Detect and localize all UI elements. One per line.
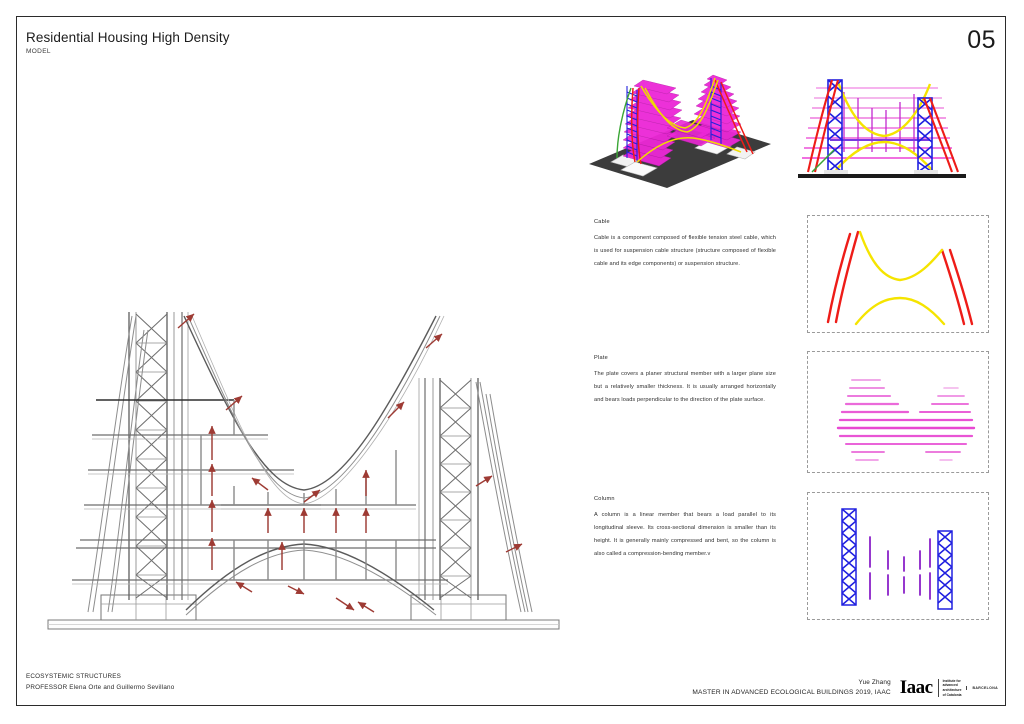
tagline-line-2: advanced bbox=[942, 683, 958, 688]
structural-elevation-color bbox=[788, 52, 976, 192]
main-elevation-drawing bbox=[36, 290, 571, 650]
ground-plane bbox=[48, 620, 559, 629]
page-title: Residential Housing High Density bbox=[26, 30, 230, 45]
plate-text-block bbox=[594, 355, 776, 407]
page-number: 05 bbox=[967, 26, 996, 54]
right-lattice bbox=[938, 531, 952, 609]
tagline-line-3: architecture bbox=[942, 687, 962, 692]
plate-heading: Plate bbox=[594, 355, 608, 361]
interior-columns bbox=[870, 537, 930, 599]
cable-heading: Cable bbox=[594, 219, 610, 225]
column-body: A column is a linear member that bears a load parallel to its longitudinal sleeve. Its cross-sectional dimension is smaller than its height. It is generally mainly compressed and bent, so the column is also called a compression-bending member.v bbox=[594, 512, 776, 558]
cable-text-block bbox=[594, 219, 776, 271]
cable-diagram bbox=[807, 215, 989, 333]
credit-block bbox=[692, 678, 890, 698]
footer-right bbox=[692, 678, 998, 698]
column-text-block bbox=[594, 496, 776, 562]
upper-catenary bbox=[184, 316, 444, 504]
iaac-tagline bbox=[938, 679, 962, 698]
iaac-logo bbox=[900, 678, 998, 697]
author-name: Yue Zhang bbox=[858, 678, 891, 686]
tagline-line-1: Institute for bbox=[942, 678, 961, 683]
iaac-city: BARCELONA bbox=[966, 686, 998, 690]
axonometric-model-render bbox=[575, 52, 780, 192]
footer-left bbox=[26, 671, 174, 694]
plate-diagram bbox=[807, 351, 989, 473]
course-title: ECOSYSTEMIC STRUCTURES bbox=[26, 672, 122, 680]
cable-body: Cable is a component composed of flexible tension steel cable, which is used for suspension cable structure (structure composed of flexible cable and its edge components) or suspension structure. bbox=[594, 235, 776, 268]
plate-body: The plate covers a planer structural member with a larger plane size but a relatively smaller thickness. It is usually arranged horizontally and bears loads perpendicular to the direction of the plate surface. bbox=[594, 371, 776, 404]
program-name: MASTER IN ADVANCED ECOLOGICAL BUILDINGS 2019, IAAC bbox=[692, 688, 891, 696]
page-subtitle: MODEL bbox=[26, 47, 51, 55]
ground-line bbox=[798, 174, 966, 178]
iaac-wordmark: Iaac bbox=[899, 677, 933, 699]
column-heading: Column bbox=[594, 496, 615, 502]
professors: PROFESSOR Elena Orte and Guillermo Sevillano bbox=[26, 684, 175, 692]
left-lattice bbox=[842, 509, 856, 605]
hangers bbox=[201, 400, 396, 580]
tagline-line-4: of Catalonia bbox=[942, 692, 962, 697]
left-tower bbox=[88, 312, 196, 620]
column-diagram bbox=[807, 492, 989, 620]
board-header bbox=[26, 30, 526, 55]
